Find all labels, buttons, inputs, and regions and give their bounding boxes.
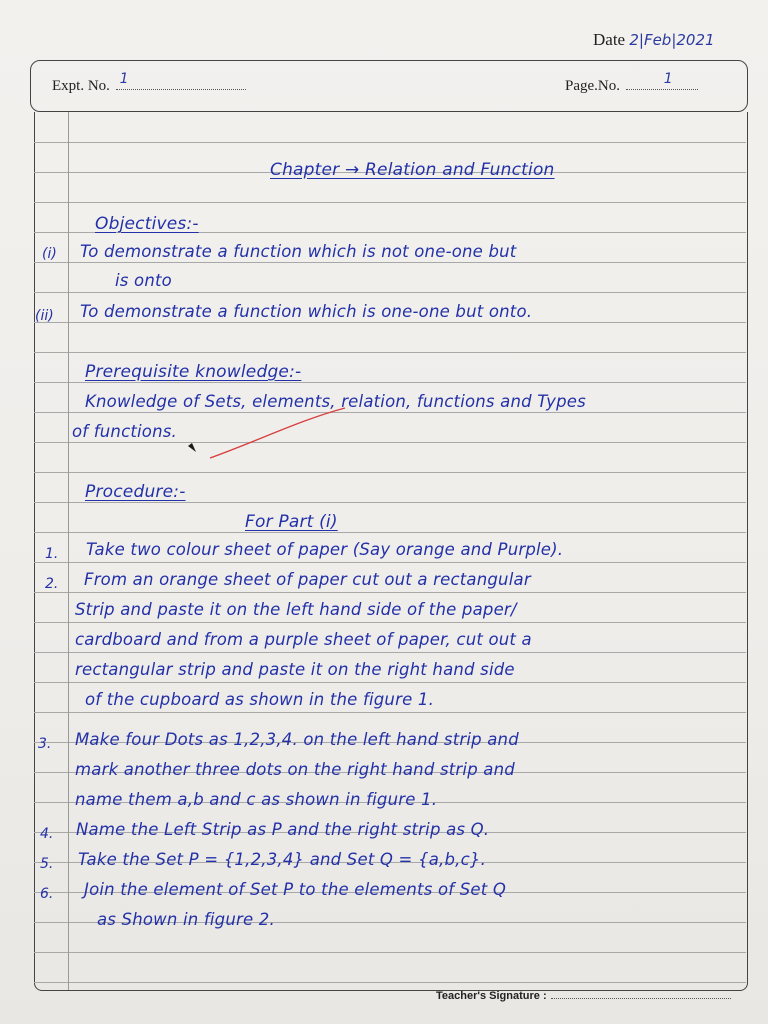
objective-line: To demonstrate a function which is one-one but onto.: [80, 302, 533, 321]
step-line: Join the element of Set P to the elements of Set Q: [84, 880, 507, 899]
objective-line: is onto: [115, 271, 172, 290]
step-number: 6.: [40, 886, 54, 902]
step-number: 4.: [40, 826, 54, 842]
page-title: Chapter → Relation and Function: [270, 160, 555, 180]
step-line: Name the Left Strip as P and the right strip as Q.: [76, 820, 490, 839]
signature-label: Teacher's Signature :: [436, 990, 547, 1002]
step-line: Make four Dots as 1,2,3,4. on the left hand strip and: [75, 730, 519, 749]
step-line: Strip and paste it on the left hand side of the paper/: [75, 600, 517, 619]
prerequisite-line: Knowledge of Sets, elements, relation, functions and Types: [85, 392, 586, 411]
teacher-signature-field: [436, 990, 731, 1002]
prerequisite-heading: Prerequisite knowledge:-: [85, 362, 302, 382]
step-number: 1.: [45, 546, 59, 562]
objectives-heading: Objectives:-: [95, 214, 199, 234]
procedure-subheading: For Part (i): [245, 512, 338, 532]
step-line: From an orange sheet of paper cut out a rectangular: [84, 570, 531, 589]
step-line: name them a,b and c as shown in figure 1.: [75, 790, 438, 809]
step-line: as Shown in figure 2.: [97, 910, 275, 929]
objective-number: (ii): [35, 308, 54, 324]
step-line: of the cupboard as shown in the figure 1.: [85, 690, 435, 709]
objective-line: To demonstrate a function which is not one-one but: [80, 242, 517, 261]
step-number: 3.: [38, 736, 52, 752]
step-line: cardboard and from a purple sheet of paper, cut out a: [75, 630, 532, 649]
objective-number: (i): [42, 246, 57, 262]
step-number: 2.: [45, 576, 59, 592]
page-value: 1: [663, 71, 673, 87]
step-line: mark another three dots on the right hand strip and: [75, 760, 515, 779]
step-number: 5.: [40, 856, 54, 872]
prerequisite-line: of functions.: [72, 422, 177, 441]
date-label: Date: [593, 30, 626, 49]
step-line: Take the Set P = {1,2,3,4} and Set Q = {a,b,c}.: [78, 850, 487, 869]
step-line: Take two colour sheet of paper (Say orange and Purple).: [86, 540, 564, 559]
date-value: 2|Feb|2021: [629, 31, 715, 49]
procedure-heading: Procedure:-: [85, 482, 186, 502]
step-line: rectangular strip and paste it on the right hand side: [75, 660, 515, 679]
expt-label: Expt. No.: [52, 78, 110, 94]
page-label: Page.No.: [565, 78, 620, 94]
expt-value: 1: [119, 71, 129, 87]
